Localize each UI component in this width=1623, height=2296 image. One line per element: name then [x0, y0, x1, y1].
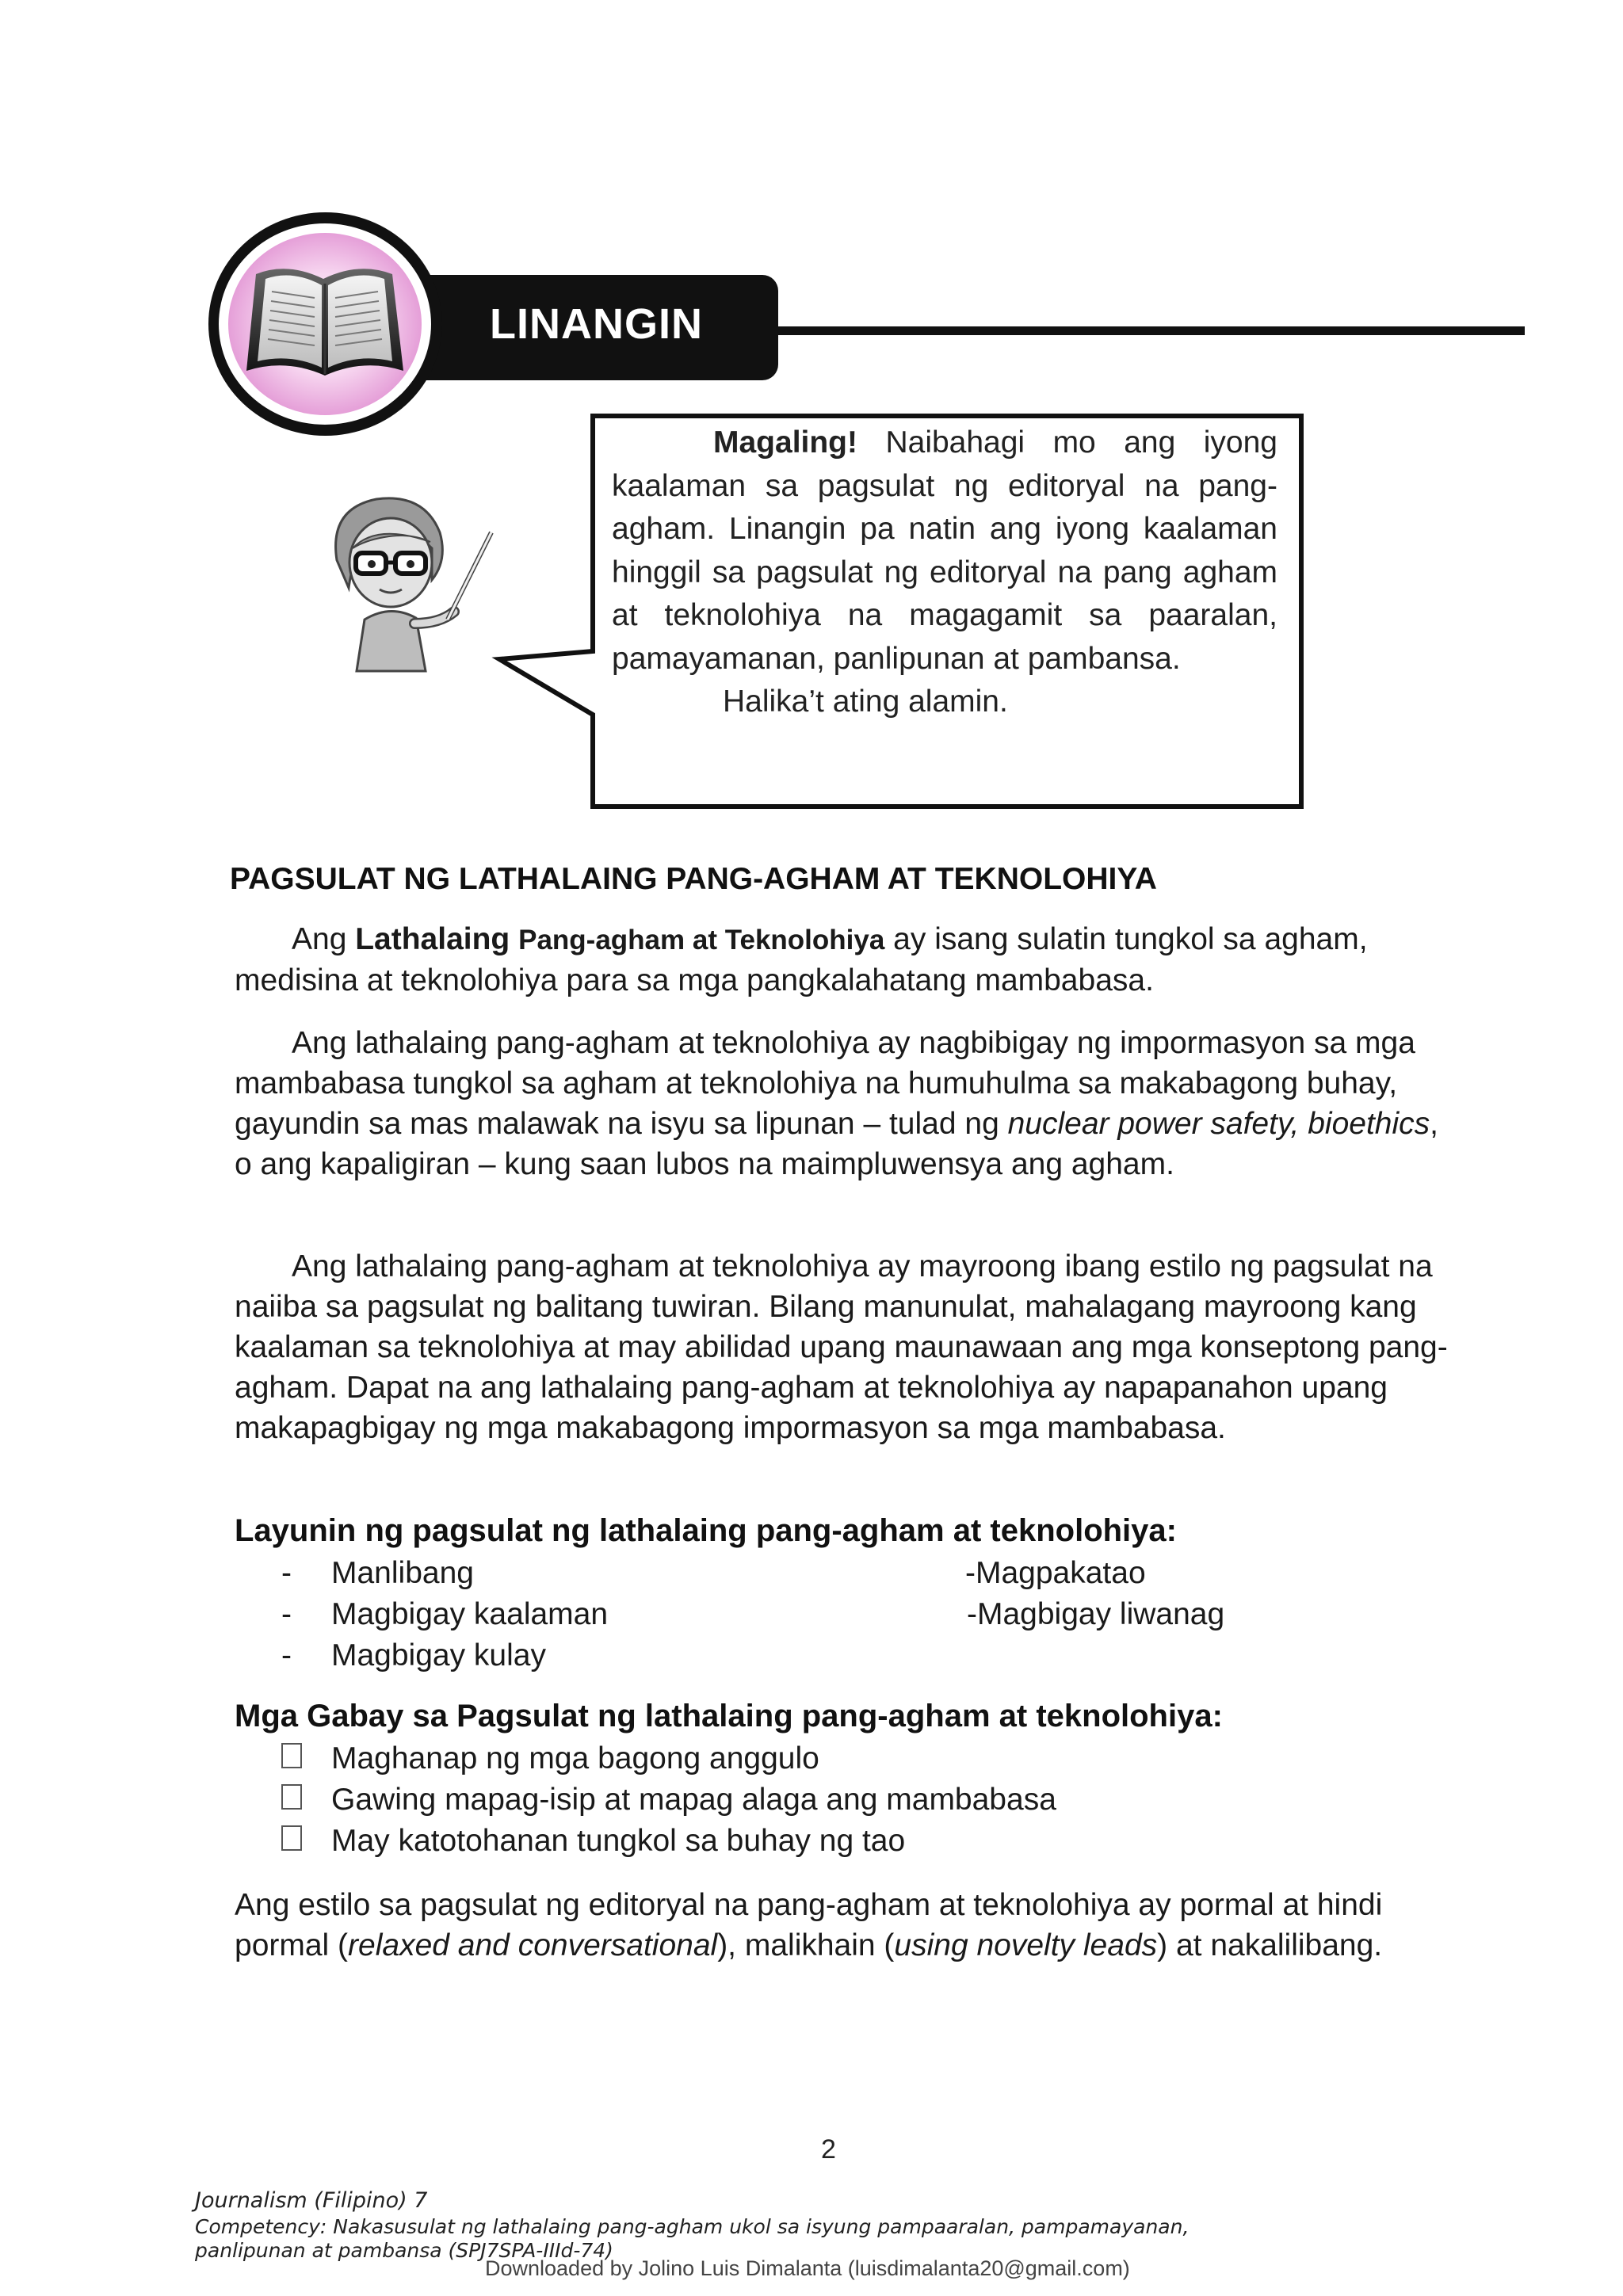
footer-subject: Journalism (Filipino) 7 — [195, 2188, 428, 2213]
list-item: Magbigay kulay — [331, 1638, 546, 1672]
footer-competency: Competency: Nakasusulat ng lathalaing pang-agham ukol sa isyung pampaaralan, pampamayanan, — [195, 2215, 1190, 2238]
bubble-closing: Halika’t ating alamin. — [723, 685, 1008, 719]
checkbox-bullet-icon — [281, 1784, 302, 1810]
teacher-pointer-illustration — [321, 485, 503, 675]
goals-title: Layunin ng pagsulat ng lathalaing pang-agham at teknolohiya: — [235, 1513, 1177, 1548]
paragraph-1: Ang Lathalaing Pang-agham at Teknolohiya ay isang sulatin tungkol sa agham, medisina at teknolohiya para sa mga pangkalahatang mambabasa. — [235, 922, 1368, 997]
list-item: May katotohanan tungkol sa buhay ng tao — [331, 1824, 906, 1858]
page-number: 2 — [821, 2134, 836, 2164]
list-dash: - — [281, 1638, 292, 1672]
section-heading: PAGSULAT NG LATHALAING PANG-AGHAM AT TEKNOLOHIYA — [230, 862, 1157, 896]
paragraph-3: Ang lathalaing pang-agham at teknolohiya ay mayroong ibang estilo ng pagsulat na naiiba sa pagsulat ng balitang tuwiran. Bilang manunulat, mahalagang mayroong kang kaalaman sa teknolohiya at may abilidad upang maunawaan ang mga konseptong pang-agham. Dapat na ang lathalaing pang-agham at teknolohiya ay napapanahon upang makapagbigay ng mga makabagong impormasyon sa mga mambabasa. — [235, 1249, 1448, 1445]
banner-rule — [761, 326, 1525, 335]
checkbox-bullet-icon — [281, 1825, 302, 1851]
bubble-text — [612, 421, 1277, 724]
bubble-paragraph: Naibahagi mo ang iyong kaalaman sa pagsulat ng editoryal na pang-agham. Linangin pa natin ang iyong kaalaman hinggil sa pagsulat ng editoryal na pang agham at teknolohiya na magagamit sa paaralan, pamayamanan, panlipunan at pambansa. — [612, 425, 1277, 676]
list-item: Manlibang — [331, 1556, 474, 1590]
paragraph-4: Ang estilo sa pagsulat ng editoryal na pang-agham at teknolohiya ay pormal at hindi pormal (relaxed and conversational), malikhain (using novelty leads) at nakalilibang. — [235, 1888, 1383, 1962]
list-item: Gawing mapag-isip at mapag alaga ang mambabasa — [331, 1783, 1056, 1817]
list-dash: - — [281, 1597, 292, 1631]
paragraph-2: Ang lathalaing pang-agham at teknolohiya ay nagbibigay ng impormasyon sa mga mambabasa tungkol sa agham at teknolohiya na humuhulma sa makabagong buhay, gayundin sa mas malawak na isyu sa lipunan – tulad ng nuclear power safety, bioethics, o ang kapaligiran – kung saan lubos na maimpluwensya ang agham. — [235, 1026, 1438, 1181]
bubble-lead: Magaling! — [713, 425, 857, 460]
guides-title: Mga Gabay sa Pagsulat ng lathalaing pang-agham at teknolohiya: — [235, 1699, 1223, 1733]
list-item: -Magbigay liwanag — [967, 1597, 1225, 1631]
download-notice: Downloaded by Jolino Luis Dimalanta (luisdimalanta20@gmail.com) — [485, 2256, 1130, 2280]
list-item: Magbigay kaalaman — [331, 1597, 609, 1631]
list-item: -Magpakatao — [965, 1556, 1146, 1590]
open-book-icon — [208, 212, 442, 436]
banner-title: LINANGIN — [490, 300, 703, 348]
checkbox-bullet-icon — [281, 1743, 302, 1768]
footer-competency-code: panlipunan at pambansa (SPJ7SPA-IIId-74) — [195, 2239, 613, 2262]
list-item: Maghanap ng mga bagong anggulo — [331, 1741, 819, 1775]
list-dash: - — [281, 1556, 292, 1590]
